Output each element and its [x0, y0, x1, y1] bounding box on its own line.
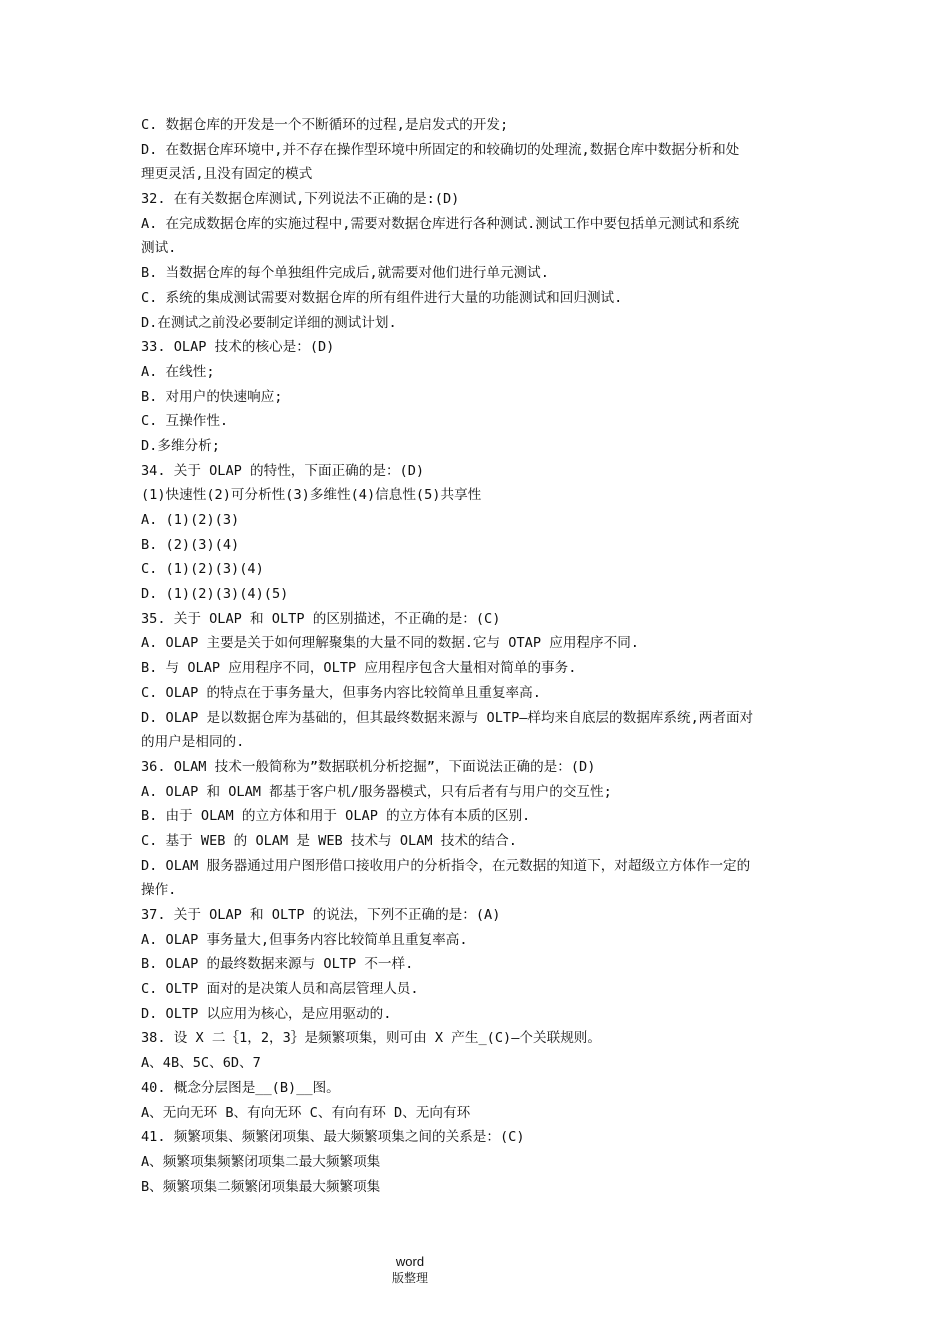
- text-line: D. OLAM 服务器通过用户图形借口接收用户的分析指令，在元数据的知道下，对超级立方体作一定的: [141, 857, 751, 874]
- text-line: A、频繁项集频繁闭项集二最大频繁项集: [141, 1153, 381, 1170]
- question-35: 35. 关于 OLAP 和 OLTP 的区别描述，不正确的是：(C): [141, 610, 501, 627]
- text-line: 理更灵活,且没有固定的模式: [141, 166, 313, 183]
- text-line: 的用户是相同的.: [141, 734, 245, 751]
- text-line: B. 对用户的快速响应;: [141, 388, 283, 405]
- question-34: 34. 关于 OLAP 的特性，下面正确的是：(D): [141, 462, 425, 479]
- text-line: C. OLTP 面对的是决策人员和高层管理人员.: [141, 981, 419, 998]
- text-line: B. 由于 OLAM 的立方体和用于 OLAP 的立方体有本质的区别.: [141, 808, 531, 825]
- text-line: 操作.: [141, 882, 177, 899]
- question-38: 38. 设 X 二｛1，2，3｝是频繁项集，则可由 X 产生_(C)—个关联规则。: [141, 1030, 601, 1047]
- text-line: A、4B、5C、6D、7: [141, 1055, 261, 1072]
- text-line: B. 当数据仓库的每个单独组件完成后,就需要对他们进行单元测试.: [141, 265, 549, 282]
- text-line: A. 在线性;: [141, 363, 215, 380]
- footer-line-2: 版整理: [391, 1271, 428, 1285]
- text-line: D.在测试之前没必要制定详细的测试计划.: [141, 314, 397, 331]
- question-37: 37. 关于 OLAP 和 OLTP 的说法，下列不正确的是：(A): [141, 907, 501, 923]
- text-line: A、无向无环 B、有向无环 C、有向有环 D、无向有环: [141, 1104, 471, 1121]
- text-line: C. (1)(2)(3)(4): [141, 561, 264, 578]
- question-41: 41. 频繁项集、频繁闭项集、最大频繁项集之间的关系是：(C): [141, 1129, 525, 1146]
- question-40: 40. 概念分层图是__(B)__图。: [141, 1079, 340, 1096]
- text-line: B、频繁项集二频繁闭项集最大频繁项集: [141, 1178, 381, 1195]
- text-line: B. (2)(3)(4): [141, 536, 240, 553]
- question-33: 33. OLAP 技术的核心是：(D): [141, 339, 335, 356]
- text-line: D. OLTP 以应用为核心，是应用驱动的.: [141, 1005, 392, 1022]
- text-line: D. OLAP 是以数据仓库为基础的，但其最终数据来源与 OLTP—样均来自底层的数据库系统,两者面对: [141, 709, 754, 726]
- footer-line-1: word: [395, 1254, 425, 1269]
- document-body: [141, 113, 806, 1199]
- text-line: (1)快速性(2)可分析性(3)多维性(4)信息性(5)共享性: [141, 487, 482, 504]
- text-line: A. OLAP 事务量大,但事务内容比较简单且重复率高.: [141, 931, 468, 948]
- text-line: B. 与 OLAP 应用程序不同，OLTP 应用程序包含大量相对简单的事务.: [141, 660, 577, 677]
- text-line: C. 数据仓库的开发是一个不断循环的过程,是启发式的开发;: [141, 117, 509, 133]
- text-line: C. 基于 WEB 的 OLAM 是 WEB 技术与 OLAM 技术的结合.: [141, 832, 517, 849]
- text-line: C. OLAP 的特点在于事务量大，但事务内容比较简单且重复率高.: [141, 684, 541, 701]
- question-36: 36. OLAM 技术一般简称为”数据联机分析挖掘”，下面说法正确的是：(D): [141, 758, 596, 775]
- text-line: 测试.: [141, 240, 177, 257]
- question-32: 32. 在有关数据仓库测试,下列说法不正确的是:(D): [141, 191, 460, 208]
- text-line: D. 在数据仓库环境中,并不存在操作型环境中所固定的和较确切的处理流,数据仓库中数据分析和处: [141, 141, 740, 158]
- text-line: D.多维分析;: [141, 437, 220, 454]
- text-line: D. (1)(2)(3)(4)(5): [141, 586, 289, 603]
- text-line: C. 系统的集成测试需要对数据仓库的所有组件进行大量的功能测试和回归测试.: [141, 289, 623, 306]
- text-line: B. OLAP 的最终数据来源与 OLTP 不一样.: [141, 956, 414, 973]
- text-line: C. 互操作性.: [141, 413, 229, 430]
- text-line: A. 在完成数据仓库的实施过程中,需要对数据仓库进行各种测试.测试工作中要包括单元测试和系统: [141, 215, 740, 232]
- text-line: A. OLAP 主要是关于如何理解聚集的大量不同的数据.它与 OTAP 应用程序不同.: [141, 635, 639, 652]
- page-footer: [0, 1253, 950, 1287]
- text-line: A. OLAP 和 OLAM 都基于客户机/服务器模式，只有后者有与用户的交互性;: [141, 783, 612, 800]
- text-line: A. (1)(2)(3): [141, 512, 240, 528]
